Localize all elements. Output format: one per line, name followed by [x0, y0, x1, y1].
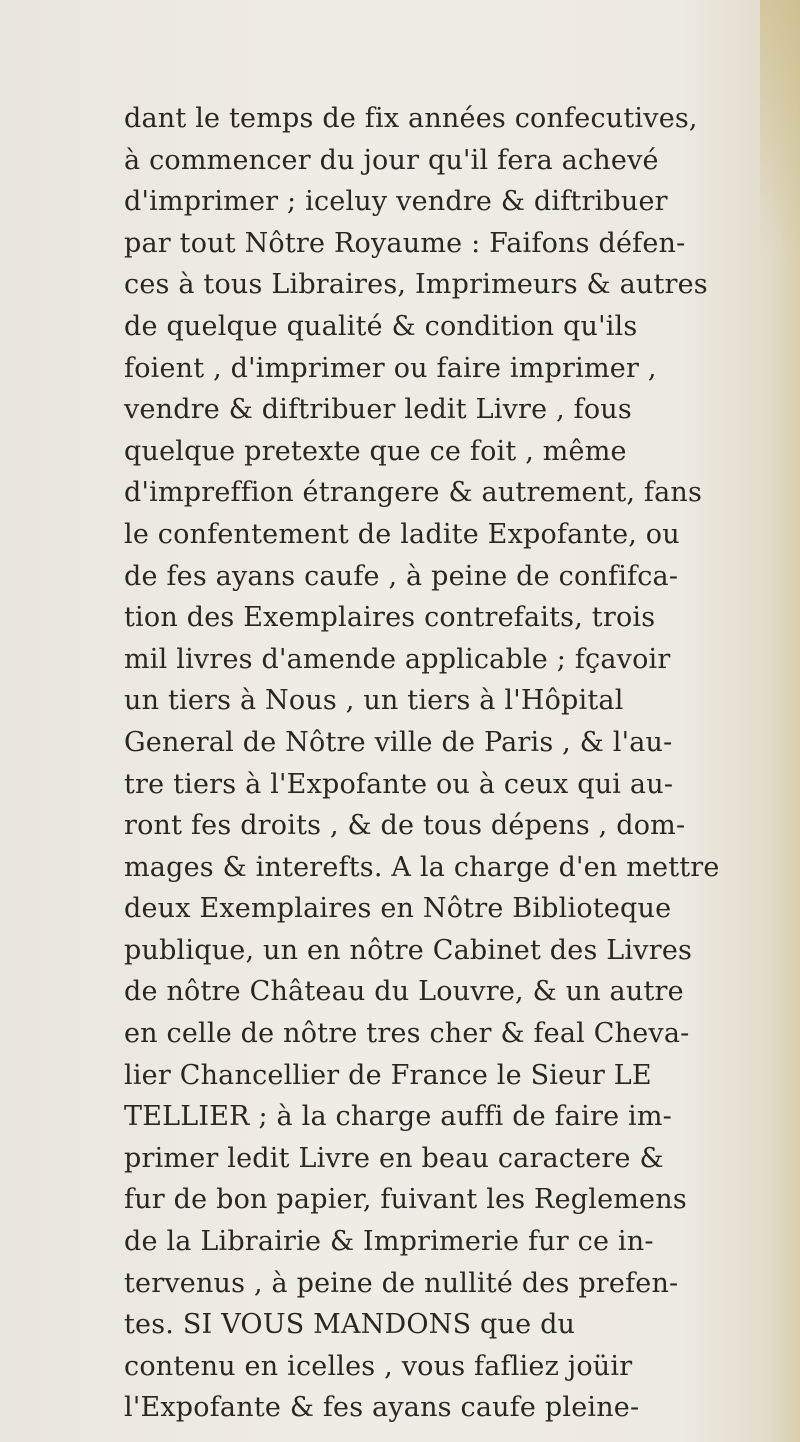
page-text-block: [124, 98, 784, 1429]
text-line: tre tiers à l'Expofante ou à ceux qui au-: [124, 768, 674, 800]
text-line: dant le temps de fix années confecutives,: [124, 103, 698, 134]
text-line: le confentement de ladite Expofante, ou: [124, 518, 680, 550]
text-line: d'imprimer ; iceluy vendre & diftribuer: [124, 186, 668, 218]
text-line: fur de bon papier, fuivant les Reglemens: [124, 1184, 687, 1216]
text-line: tervenus , à peine de nullité des prefen-: [124, 1267, 679, 1299]
text-line: mages & interefts. A la charge d'en mettre: [124, 851, 720, 883]
text-line: un tiers à Nous , un tiers à l'Hôpital: [124, 685, 624, 717]
text-line: l'Expofante & fes ayans caufe pleine-: [124, 1392, 640, 1424]
text-line: par tout Nôtre Royaume : Faifons défen-: [124, 227, 686, 259]
text-line: vendre & diftribuer ledit Livre , fous: [124, 394, 632, 426]
text-line: TELLIER ; à la charge auffi de faire im-: [124, 1101, 672, 1133]
text-line: d'impreffion étrangere & autrement, fans: [124, 477, 703, 509]
text-line: de la Librairie & Imprimerie fur ce in-: [124, 1226, 654, 1258]
text-line: deux Exemplaires en Nôtre Biblioteque: [124, 893, 672, 925]
text-line: de fes ayans caufe , à peine de confifca-: [124, 560, 679, 592]
text-line: lier Chancellier de France le Sieur LE: [124, 1059, 652, 1091]
text-line: publique, un en nôtre Cabinet des Livres: [124, 934, 693, 966]
text-line: tion des Exemplaires contrefaits, trois: [124, 602, 656, 634]
text-line: ront fes droits , & de tous dépens , dom-: [124, 810, 686, 842]
text-line: en celle de nôtre tres cher & feal Cheva-: [124, 1018, 690, 1050]
text-line: à commencer du jour qu'il fera achevé: [124, 144, 659, 176]
text-line: General de Nôtre ville de Paris , & l'au-: [124, 726, 673, 758]
text-line: tes. SI VOUS MANDONS que du: [124, 1309, 576, 1341]
text-line: mil livres d'amende applicable ; fçavoir: [124, 643, 671, 675]
text-line: ces à tous Libraires, Imprimeurs & autres: [124, 269, 708, 301]
text-line: contenu en icelles , vous fafliez joüir: [124, 1350, 633, 1382]
text-line: quelque pretexte que ce foit , même: [124, 435, 627, 467]
text-line: foient , d'imprimer ou faire imprimer ,: [124, 352, 657, 384]
text-line: primer ledit Livre en beau caractere &: [124, 1142, 664, 1174]
text-line: de nôtre Château du Louvre, & un autre: [124, 976, 684, 1008]
text-line: de quelque qualité & condition qu'ils: [124, 310, 638, 342]
